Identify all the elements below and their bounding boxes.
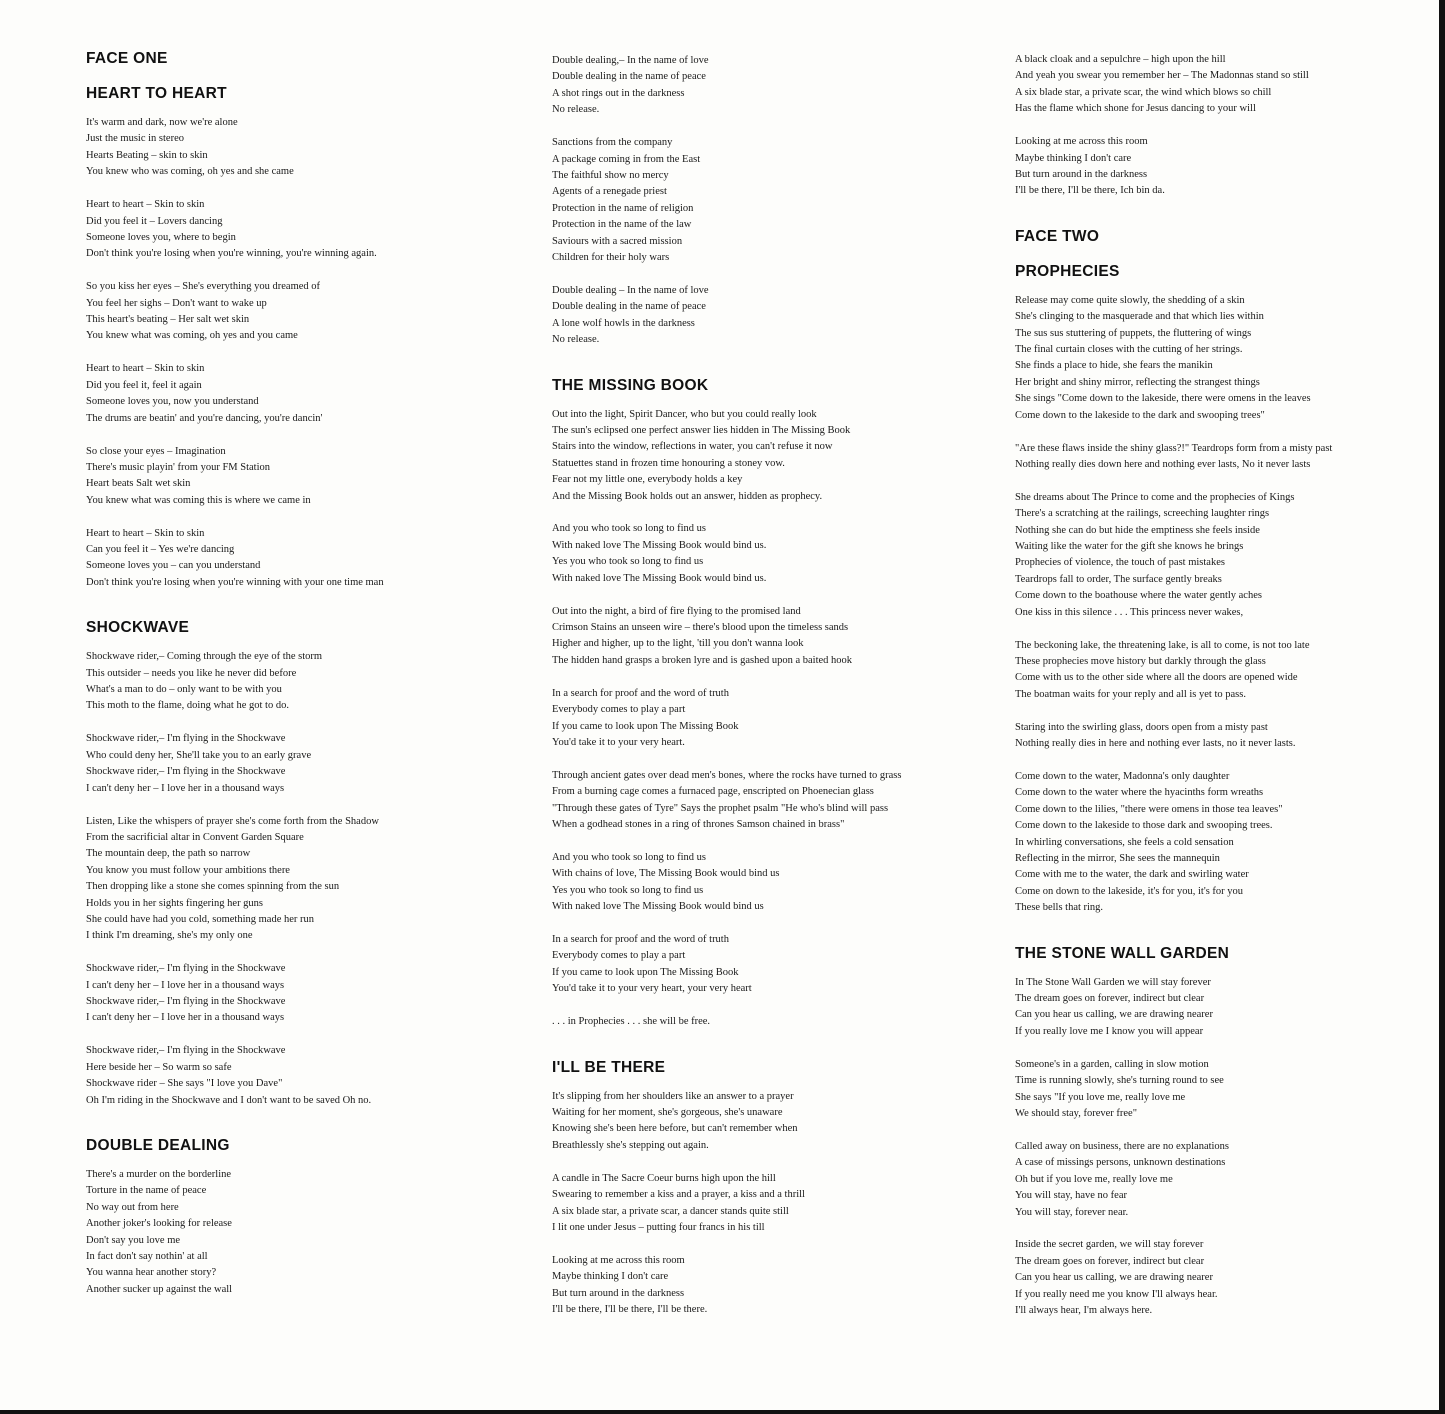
lyric-line: Teardrops fall to order, The surface gently breaks bbox=[1015, 573, 1222, 585]
lyric-line: Shockwave rider,– I'm flying in the Shockwave bbox=[86, 766, 286, 778]
lyric-line: Prophecies of violence, the touch of past mistakes bbox=[1015, 557, 1225, 569]
lyric-line: Fear not my little one, everybody holds a key bbox=[552, 474, 743, 486]
lyric-line: This outsider – needs you like he never did before bbox=[86, 667, 297, 679]
lyric-line: A candle in The Sacre Coeur burns high upon the hill bbox=[552, 1172, 776, 1184]
lyric-line: Shockwave rider,– Coming through the eye of the storm bbox=[86, 651, 323, 663]
lyric-line: Who could deny her, She'll take you to an early grave bbox=[86, 749, 312, 761]
stanza bbox=[1015, 1139, 1430, 1221]
stanza bbox=[552, 686, 982, 752]
lyric-line: Nothing really dies in here and nothing ever lasts, no it never lasts. bbox=[1015, 738, 1296, 750]
lyric-line: You know you must follow your ambitions there bbox=[86, 864, 290, 876]
lyric-line: In a search for proof and the word of truth bbox=[552, 934, 729, 946]
lyric-line: In whirling conversations, she feels a cold sensation bbox=[1015, 836, 1234, 848]
song-section bbox=[1015, 945, 1430, 1320]
lyric-line: Can you hear us calling, we are drawing nearer bbox=[1015, 1009, 1213, 1021]
lyric-line: You knew what was coming this is where we came in bbox=[86, 494, 311, 506]
lyric-line: Come on down to the lakeside, it's for you, it's for you bbox=[1015, 885, 1244, 897]
lyric-line: Come down to the water, Madonna's only daughter bbox=[1015, 771, 1230, 782]
lyric-line: Double dealing,– In the name of love bbox=[552, 55, 709, 66]
lyric-line: Release may come quite slowly, the shedding of a skin bbox=[1015, 294, 1245, 306]
lyric-line: Time is running slowly, she's turning round to see bbox=[1015, 1075, 1224, 1087]
lyric-line: The dream goes on forever, indirect but clear bbox=[1015, 1255, 1205, 1267]
stanza bbox=[86, 115, 526, 181]
stanza bbox=[86, 444, 526, 510]
stanza bbox=[552, 283, 982, 349]
lyric-line: Did you feel it, feel it again bbox=[86, 379, 202, 391]
stanza bbox=[86, 279, 526, 345]
lyric-line: Another joker's looking for release bbox=[86, 1218, 232, 1230]
lyric-line: Someone's in a garden, calling in slow motion bbox=[1015, 1058, 1209, 1070]
lyric-line: Nothing really dies down here and nothing ever lasts, No it never lasts bbox=[1015, 458, 1311, 470]
column-two bbox=[552, 53, 982, 1346]
stanza bbox=[86, 1043, 526, 1109]
lyric-line: "Are these flaws inside the shiny glass?!" Teardrops form from a misty past bbox=[1015, 442, 1333, 454]
song-title: PROPHECIES bbox=[1015, 262, 1120, 280]
lyric-line: A black cloak and a sepulchre – high upon the hill bbox=[1015, 54, 1226, 65]
lyric-line: With chains of love, The Missing Book would bind us bbox=[552, 868, 780, 880]
lyric-line: Another sucker up against the wall bbox=[86, 1283, 233, 1295]
lyric-line: It's slipping from her shoulders like an answer to a prayer bbox=[552, 1090, 794, 1102]
stanza bbox=[552, 932, 982, 998]
lyric-line: Everybody comes to play a part bbox=[552, 950, 686, 962]
lyric-line: But turn around in the darkness bbox=[1015, 168, 1148, 180]
lyric-line: One kiss in this silence . . . This princess never wakes, bbox=[1015, 606, 1244, 618]
lyric-line: Double dealing in the name of peace bbox=[552, 71, 706, 83]
lyric-line: Stairs into the window, reflections in water, you can't refuse it now bbox=[552, 441, 833, 453]
lyric-line: No way out from here bbox=[86, 1201, 179, 1213]
song-title: THE MISSING BOOK bbox=[552, 376, 709, 394]
lyric-line: No release. bbox=[552, 334, 600, 346]
lyric-line: She sings "Come down to the lakeside, there were omens in the leaves bbox=[1015, 393, 1311, 405]
stanza bbox=[1015, 720, 1430, 753]
lyric-line: Oh but if you love me, really love me bbox=[1015, 1173, 1173, 1185]
lyric-line: The mountain deep, the path so narrow bbox=[86, 848, 251, 860]
stanza bbox=[1015, 52, 1430, 118]
song-section bbox=[86, 85, 526, 591]
lyric-line: Knowing she's been here before, but can't remember when bbox=[552, 1123, 798, 1135]
continued-lyrics bbox=[552, 53, 982, 349]
lyric-line: I'll always hear, I'm always here. bbox=[1015, 1305, 1153, 1317]
stanza bbox=[86, 526, 526, 592]
lyric-line: Statuettes stand in frozen time honouring a stoney vow. bbox=[552, 457, 785, 469]
lyric-line: The final curtain closes with the cutting of her strings. bbox=[1015, 343, 1243, 355]
lyric-line: A six blade star, a private scar, the wind which blows so chill bbox=[1015, 86, 1272, 98]
side-heading: FACE ONE bbox=[86, 50, 168, 67]
stanza bbox=[1015, 293, 1430, 424]
stanza bbox=[552, 521, 982, 587]
lyric-line: Don't think you're losing when you're winning, you're winning again. bbox=[86, 248, 377, 260]
lyric-line: The hidden hand grasps a broken lyre and is gashed upon a baited hook bbox=[552, 654, 853, 666]
lyric-line: A package coming in from the East bbox=[552, 153, 701, 165]
stanza bbox=[552, 53, 982, 119]
stanza bbox=[552, 850, 982, 916]
lyric-line: I can't deny her – I love her in a thousand ways bbox=[86, 1012, 285, 1024]
lyric-line: With naked love The Missing Book would bind us. bbox=[552, 572, 767, 584]
lyric-line: And yeah you swear you remember her – The Madonnas stand so still bbox=[1015, 70, 1309, 82]
lyric-line: In The Stone Wall Garden we will stay forever bbox=[1015, 976, 1211, 988]
lyric-line: I think I'm dreaming, she's my only one bbox=[86, 930, 253, 942]
lyric-line: I'll be there, I'll be there, Ich bin da. bbox=[1015, 185, 1165, 197]
lyric-line: . . . in Prophecies . . . she will be free. bbox=[552, 1016, 711, 1028]
lyric-line: Protection in the name of the law bbox=[552, 219, 692, 231]
lyric-line: She says "If you love me, really love me bbox=[1015, 1091, 1186, 1103]
lyric-line: These bells that ring. bbox=[1015, 902, 1104, 914]
page-edge-bottom bbox=[0, 1410, 1445, 1414]
continued-lyrics bbox=[1015, 52, 1430, 200]
lyric-line: From a burning cage comes a furnaced page, enscripted on Phoenecian glass bbox=[552, 786, 874, 798]
lyric-line: I'll be there, I'll be there, I'll be there. bbox=[552, 1304, 708, 1316]
lyric-line: The faithful show no mercy bbox=[552, 169, 669, 181]
lyric-line: Someone loves you – can you understand bbox=[86, 560, 261, 572]
lyric-line: Come down to the boathouse where the water gently aches bbox=[1015, 590, 1262, 602]
lyric-line: Here beside her – So warm so safe bbox=[86, 1061, 232, 1073]
lyric-line: A lone wolf howls in the darkness bbox=[552, 317, 695, 329]
stanza bbox=[1015, 638, 1430, 704]
lyric-line: And you who took so long to find us bbox=[552, 851, 707, 863]
lyric-line: Yes you who took so long to find us bbox=[552, 556, 704, 568]
lyric-line: Called away on business, there are no explanations bbox=[1015, 1140, 1230, 1152]
lyric-line: In fact don't say nothin' at all bbox=[86, 1251, 208, 1263]
stanza bbox=[552, 768, 982, 834]
lyric-line: Don't think you're losing when you're winning with your one time man bbox=[86, 576, 384, 588]
lyric-line: "Through these gates of Tyre" Says the prophet psalm "He who's blind will pass bbox=[552, 802, 889, 814]
lyric-line: This moth to the flame, doing what he got to do. bbox=[86, 700, 289, 712]
song-title: HEART TO HEART bbox=[86, 85, 227, 102]
lyric-line: Heart to heart – Skin to skin bbox=[86, 199, 205, 211]
lyric-line: Maybe thinking I don't care bbox=[1015, 152, 1132, 164]
lyric-line: Crimson Stains an unseen wire – there's blood upon the timeless sands bbox=[552, 621, 849, 633]
lyric-line: Through ancient gates over dead men's bones, where the rocks have turned to grass bbox=[552, 769, 902, 781]
stanza bbox=[86, 961, 526, 1027]
lyric-line: Double dealing – In the name of love bbox=[552, 284, 709, 296]
stanza bbox=[1015, 1057, 1430, 1123]
lyric-line: Can you hear us calling, we are drawing nearer bbox=[1015, 1272, 1213, 1284]
stanza bbox=[86, 1167, 526, 1298]
lyric-line: Holds you in her sights fingering her guns bbox=[86, 897, 264, 909]
song-title: DOUBLE DEALING bbox=[86, 1137, 230, 1154]
lyric-line: Hearts Beating – skin to skin bbox=[86, 149, 208, 161]
lyric-line: I can't deny her – I love her in a thousand ways bbox=[86, 979, 285, 991]
lyric-line: Agents of a renegade priest bbox=[552, 186, 667, 198]
lyric-line: Staring into the swirling glass, doors open from a misty past bbox=[1015, 721, 1268, 733]
lyric-line: Heart beats Salt wet skin bbox=[86, 478, 191, 490]
stanza bbox=[86, 731, 526, 797]
lyric-line: Double dealing in the name of peace bbox=[552, 301, 706, 313]
lyric-line: And you who took so long to find us bbox=[552, 523, 707, 535]
lyric-line: Come down to the water where the hyacinths form wreaths bbox=[1015, 787, 1264, 799]
song-section bbox=[552, 1059, 982, 1319]
lyric-line: Torture in the name of peace bbox=[86, 1185, 207, 1197]
lyric-line: It's warm and dark, now we're alone bbox=[86, 117, 238, 128]
lyric-line: Heart to heart – Skin to skin bbox=[86, 363, 205, 375]
lyric-line: You wanna hear another story? bbox=[86, 1267, 217, 1279]
lyric-line: The boatman waits for your reply and all is yet to pass. bbox=[1015, 688, 1246, 700]
lyric-line: The dream goes on forever, indirect but clear bbox=[1015, 993, 1205, 1005]
side-heading: FACE TWO bbox=[1015, 227, 1100, 245]
lyric-line: What's a man to do – only want to be with you bbox=[86, 684, 282, 696]
stanza bbox=[552, 604, 982, 670]
lyric-line: She finds a place to hide, she fears the manikin bbox=[1015, 360, 1213, 372]
lyric-line: The sus sus stuttering of puppets, the fluttering of wings bbox=[1015, 327, 1252, 339]
lyric-line: Protection in the name of religion bbox=[552, 202, 694, 214]
lyric-line: Waiting for her moment, she's gorgeous, she's unaware bbox=[552, 1107, 783, 1118]
lyric-line: Come down to the lilies, "there were omens in those tea leaves" bbox=[1015, 803, 1283, 815]
lyric-line: Did you feel it – Lovers dancing bbox=[86, 215, 223, 227]
lyric-line: Listen, Like the whispers of prayer she's come forth from the Shadow bbox=[86, 815, 379, 827]
lyric-line: Everybody comes to play a part bbox=[552, 704, 686, 716]
lyric-line: Someone loves you, where to begin bbox=[86, 231, 236, 243]
lyric-line: Looking at me across this room bbox=[552, 1254, 685, 1266]
lyric-line: This heart's beating – Her salt wet skin bbox=[86, 314, 250, 326]
stanza bbox=[1015, 975, 1430, 1041]
lyric-line: You knew who was coming, oh yes and she came bbox=[86, 166, 294, 178]
lyric-line: Come down to the lakeside to the dark and swooping trees" bbox=[1015, 409, 1265, 421]
lyric-line: If you really love me I know you will appear bbox=[1015, 1025, 1204, 1037]
lyric-line: Shockwave rider,– I'm flying in the Shockwave bbox=[86, 1045, 286, 1057]
lyric-line: And the Missing Book holds out an answer, hidden as prophecy. bbox=[552, 490, 823, 502]
lyric-line: So close your eyes – Imagination bbox=[86, 445, 226, 457]
lyric-line: Her bright and shiny mirror, reflecting the strangest things bbox=[1015, 376, 1260, 388]
lyric-line: Just the music in stereo bbox=[86, 133, 184, 145]
lyric-line: Can you feel it – Yes we're dancing bbox=[86, 544, 235, 556]
lyric-line: She dreams about The Prince to come and the prophecies of Kings bbox=[1015, 491, 1295, 503]
page-edge-right bbox=[1439, 0, 1445, 1414]
lyric-line: A case of missings persons, unknown destinations bbox=[1015, 1157, 1226, 1169]
lyric-line: There's a murder on the borderline bbox=[86, 1169, 232, 1180]
stanza bbox=[1015, 490, 1430, 621]
lyric-line: Reflecting in the mirror, She sees the mannequin bbox=[1015, 853, 1220, 865]
stanza bbox=[552, 1089, 982, 1155]
lyric-line: These prophecies move history but darkly through the glass bbox=[1015, 655, 1266, 667]
lyric-line: Yes you who took so long to find us bbox=[552, 884, 704, 896]
lyric-line: Shockwave rider,– I'm flying in the Shockwave bbox=[86, 996, 286, 1008]
song-title: THE STONE WALL GARDEN bbox=[1015, 944, 1230, 962]
song-section bbox=[1015, 263, 1430, 917]
lyric-line: With naked love The Missing Book would bind us. bbox=[552, 539, 767, 551]
lyric-line: Children for their holy wars bbox=[552, 251, 670, 263]
column-one bbox=[86, 50, 526, 1326]
lyric-line: You will stay, forever near. bbox=[1015, 1206, 1129, 1218]
lyric-line: Oh I'm riding in the Shockwave and I don't want to be saved Oh no. bbox=[86, 1094, 372, 1106]
lyric-line: She could have had you cold, something made her run bbox=[86, 913, 315, 925]
stanza bbox=[1015, 1237, 1430, 1319]
stanza bbox=[552, 1014, 982, 1030]
stanza bbox=[552, 1171, 982, 1237]
lyric-line: Come with me to the water, the dark and swirling water bbox=[1015, 869, 1249, 881]
lyric-line: Someone loves you, now you understand bbox=[86, 396, 259, 408]
stanza bbox=[86, 361, 526, 427]
lyric-line: If you came to look upon The Missing Book bbox=[552, 720, 739, 732]
lyric-line: We should stay, forever free" bbox=[1015, 1108, 1138, 1119]
lyric-line: She's clinging to the masquerade and that which lies within bbox=[1015, 311, 1264, 323]
lyric-line: I lit one under Jesus – putting four francs in his till bbox=[552, 1221, 765, 1233]
lyric-line: Has the flame which shone for Jesus dancing to your will bbox=[1015, 103, 1256, 115]
lyric-line: Nothing she can do but hide the emptiness she feels inside bbox=[1015, 524, 1260, 536]
song-title: SHOCKWAVE bbox=[86, 619, 190, 637]
lyric-line: From the sacrificial altar in Convent Garden Square bbox=[86, 831, 304, 843]
lyric-line: Come with us to the other side where all the doors are opened wide bbox=[1015, 672, 1298, 684]
lyric-line: You will stay, have no fear bbox=[1015, 1190, 1127, 1202]
lyric-line: Waiting like the water for the gift she knows he brings bbox=[1015, 541, 1244, 553]
stanza bbox=[86, 197, 526, 263]
lyric-line: Come down to the lakeside to those dark and swooping trees. bbox=[1015, 820, 1273, 832]
lyric-line: You'd take it to your very heart, your very heart bbox=[552, 983, 752, 995]
lyric-line: Inside the secret garden, we will stay forever bbox=[1015, 1239, 1204, 1251]
lyric-line: You feel her sighs – Don't want to wake up bbox=[86, 297, 267, 309]
stanza bbox=[86, 649, 526, 715]
song-section bbox=[552, 377, 982, 1031]
lyric-line: Heart to heart – Skin to skin bbox=[86, 527, 205, 539]
stanza bbox=[552, 407, 982, 505]
lyric-line: Saviours with a sacred mission bbox=[552, 235, 683, 247]
lyric-line: Breathlessly she's stepping out again. bbox=[552, 1139, 709, 1151]
lyric-line: The drums are beatin' and you're dancing, you're dancin' bbox=[86, 412, 323, 424]
lyric-line: With naked love The Missing Book would bind us bbox=[552, 901, 764, 913]
lyric-line: No release. bbox=[552, 104, 600, 116]
lyric-line: Shockwave rider,– I'm flying in the Shockwave bbox=[86, 733, 286, 745]
stanza bbox=[1015, 441, 1430, 474]
stanza bbox=[86, 814, 526, 945]
lyric-line: If you came to look upon The Missing Book bbox=[552, 966, 739, 978]
lyric-line: Sanctions from the company bbox=[552, 137, 673, 149]
lyric-line: When a godhead stones in a ring of thrones Samson chained in brass" bbox=[552, 819, 845, 831]
lyric-line: There's music playin' from your FM Station bbox=[86, 461, 271, 473]
stanza bbox=[1015, 769, 1430, 917]
stanza bbox=[1015, 134, 1430, 200]
lyric-line: Out into the light, Spirit Dancer, who but you could really look bbox=[552, 408, 817, 420]
song-section bbox=[86, 619, 526, 1109]
lyric-line: There's a scratching at the railings, screeching laughter rings bbox=[1015, 508, 1270, 520]
lyric-line: Then dropping like a stone she comes spinning from the sun bbox=[86, 881, 340, 893]
lyric-line: The beckoning lake, the threatening lake, is all to come, is not too late bbox=[1015, 639, 1310, 651]
lyric-line: So you kiss her eyes – She's everything you dreamed of bbox=[86, 281, 321, 293]
lyric-line: Shockwave rider,– I'm flying in the Shockwave bbox=[86, 963, 286, 975]
lyric-line: Higher and higher, up to the light, 'till you don't wanna look bbox=[552, 638, 804, 650]
lyric-line: If you really need me you know I'll always hear. bbox=[1015, 1288, 1218, 1300]
song-title: I'LL BE THERE bbox=[552, 1058, 666, 1076]
lyric-line: Don't say you love me bbox=[86, 1234, 181, 1246]
column-three bbox=[1015, 52, 1430, 1347]
lyric-line: Looking at me across this room bbox=[1015, 136, 1148, 148]
lyric-line: But turn around in the darkness bbox=[552, 1287, 685, 1299]
lyric-line: A six blade star, a private scar, a dancer stands quite still bbox=[552, 1205, 789, 1217]
lyric-line: You knew what was coming, oh yes and you came bbox=[86, 330, 298, 342]
stanza bbox=[552, 1253, 982, 1319]
song-section bbox=[86, 1137, 526, 1298]
lyric-line: Swearing to remember a kiss and a prayer, a kiss and a thrill bbox=[552, 1189, 805, 1201]
lyric-line: A shot rings out in the darkness bbox=[552, 87, 685, 99]
lyric-line: In a search for proof and the word of truth bbox=[552, 687, 729, 699]
lyric-line: Out into the night, a bird of fire flying to the promised land bbox=[552, 605, 801, 617]
lyric-line: Maybe thinking I don't care bbox=[552, 1271, 669, 1283]
lyric-line: Shockwave rider – She says "I love you Dave" bbox=[86, 1078, 283, 1090]
lyric-line: I can't deny her – I love her in a thousand ways bbox=[86, 782, 285, 794]
lyric-line: The sun's eclipsed one perfect answer lies hidden in The Missing Book bbox=[552, 424, 851, 436]
stanza bbox=[552, 135, 982, 266]
lyric-line: You'd take it to your very heart. bbox=[552, 736, 685, 748]
